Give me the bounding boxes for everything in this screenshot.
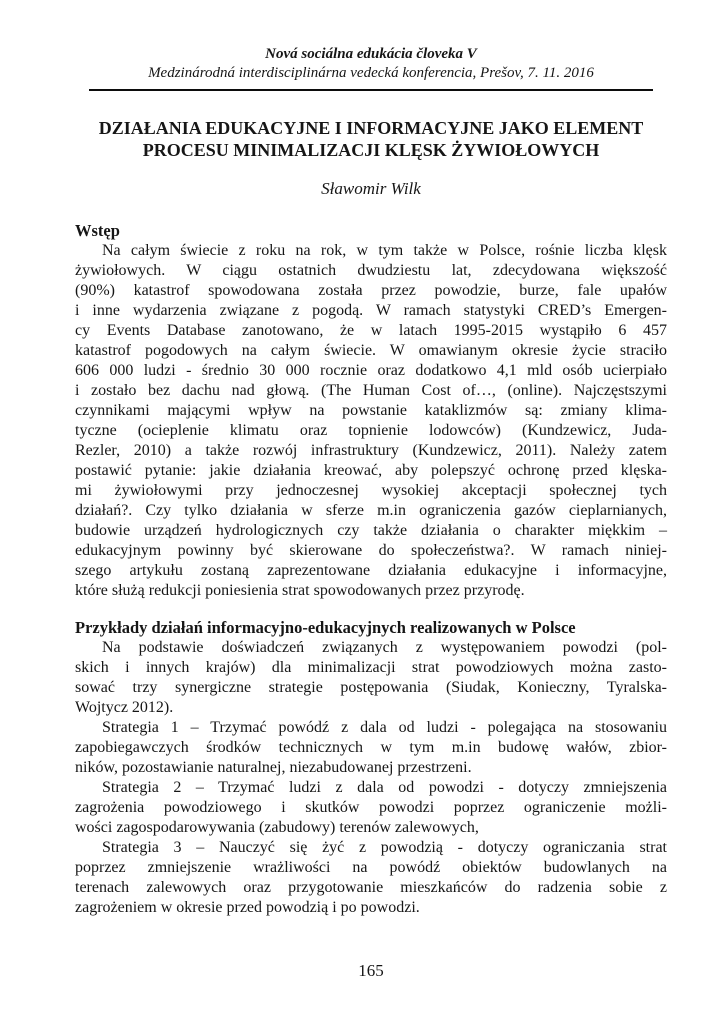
author-name: Sławomir Wilk xyxy=(321,179,421,198)
page-content xyxy=(75,0,667,918)
section-heading: Przykłady działań informacyjno-edukacyjnych realizowanych w Polsce xyxy=(75,618,576,637)
text-line: czynnikami mającymi wpływ na powstanie kataklizmów są: zmiany klima- xyxy=(75,402,667,419)
text-line: Na podstawie doświadczeń związanych z występowaniem powodzi (pol- xyxy=(102,639,667,656)
running-header xyxy=(75,0,667,83)
paragraph xyxy=(75,241,667,601)
text-line: skich i innych krajów) dla minimalizacji strat powodziowych można zasto- xyxy=(75,659,667,676)
page-number: 165 xyxy=(358,961,384,980)
text-line: Strategia 2 – Trzymać ludzi z dala od powodzi - dotyczy zmniejszenia xyxy=(102,779,667,796)
text-line: budowie urządzeń hydrologicznych czy także działania o charakter miękkim – xyxy=(75,522,667,539)
text-line: Na całym świecie z roku na rok, w tym także w Polsce, rośnie liczba klęsk xyxy=(102,242,667,259)
text-line: cy Events Database zanotowano, że w latach 1995-2015 wystąpiło 6 457 xyxy=(75,322,667,339)
text-line: katastrof pogodowych na całym świecie. W omawianym okresie życie straciło xyxy=(75,342,667,359)
conference-subtitle: Medzinárodná interdisciplinárna vedecká konferencia, Prešov, 7. 11. 2016 xyxy=(148,65,594,81)
text-line: i zostało bez dachu nad głową. (The Human Cost of…, (online). Najczęstszymi xyxy=(75,382,667,399)
text-line: poprzez zmniejszenie wrażliwości na powódź obiektów budowlanych na xyxy=(75,859,667,876)
text-line: działań?. Czy tylko działania w sferze m.in ograniczenia gazów cieplarnianych, xyxy=(75,502,667,519)
text-line: 606 000 ludzi - średnio 30 000 rocznie oraz dodatkowo 4,1 mld osób ucierpiało xyxy=(75,362,667,379)
text-line: i inne wydarzenia związane z pogodą. W ramach statystyki CRED’s Emergen- xyxy=(75,302,667,319)
text-line: terenach zalewowych oraz przygotowanie mieszkańców do radzenia sobie z xyxy=(75,879,667,896)
text-line: edukacyjnym powinny być skierowane do społeczeństwa?. W ramach niniej- xyxy=(75,542,667,559)
section-heading: Wstęp xyxy=(75,221,120,240)
text-line: szego artykułu zostaną zaprezentowane działania edukacyjne i informacyjne, xyxy=(75,562,667,579)
text-line: Wojtycz 2012). xyxy=(75,699,174,716)
paper-title-line1: DZIAŁANIA EDUKACYJNE I INFORMACYJNE JAKO ELEMENT xyxy=(98,118,644,138)
paragraph xyxy=(75,718,667,778)
text-line: Rezler, 2010) a także rozwój infrastruktury (Kundzewicz, 2011). Należy zatem xyxy=(75,442,667,459)
text-line: ników, pozostawianie naturalnej, niezabudowanej przestrzeni. xyxy=(75,759,472,776)
text-line: zagrożeniem w okresie przed powodzią i po powodzi. xyxy=(75,899,420,916)
paragraph xyxy=(75,778,667,838)
text-line: Strategia 1 – Trzymać powódź z dala od ludzi - polegająca na stosowaniu xyxy=(102,719,667,736)
paper-title xyxy=(75,117,667,161)
text-line: tyczne (ocieplenie klimatu oraz topnienie lodowców) (Kundzewicz, Juda- xyxy=(75,422,667,439)
text-line: Strategia 3 – Nauczyć się żyć z powodzią - dotyczy ograniczania strat xyxy=(102,839,667,856)
text-line: mi żywiołowymi przy jednoczesnej wysokiej akceptacji społecznej tych xyxy=(75,482,667,499)
text-line: zagrożenia powodziowego i skutków powodzi poprzez ograniczenie możli- xyxy=(75,799,667,816)
text-line: (90%) katastrof spowodowana została przez powodzie, burze, fale upałów xyxy=(75,282,667,299)
conference-series-title: Nová sociálna edukácia človeka V xyxy=(265,46,477,62)
text-line: zapobiegawczych środków technicznych w tym m.in budowę wałów, zbior- xyxy=(75,739,667,756)
section-wstep xyxy=(75,221,667,601)
text-line: żywiołowych. W ciągu ostatnich dwudziestu lat, zdecydowana większość xyxy=(75,262,667,279)
text-line: wości zagospodarowywania (zabudowy) terenów zalewowych, xyxy=(75,819,479,836)
text-line: sować trzy synergiczne strategie postępowania (Siudak, Konieczny, Tyralska- xyxy=(75,679,667,696)
section-przyklady xyxy=(75,618,667,918)
paragraph xyxy=(75,638,667,718)
paragraph xyxy=(75,838,667,918)
text-line: postawić pytanie: jakie działania kreować, aby polepszyć ochronę przed klęska- xyxy=(75,462,667,479)
text-line: które służą redukcji poniesienia strat spowodowanych przez przyrodę. xyxy=(75,582,525,599)
header-divider xyxy=(89,89,653,91)
paper-title-line2: PROCESU MINIMALIZACJI KLĘSK ŻYWIOŁOWYCH xyxy=(142,140,600,160)
